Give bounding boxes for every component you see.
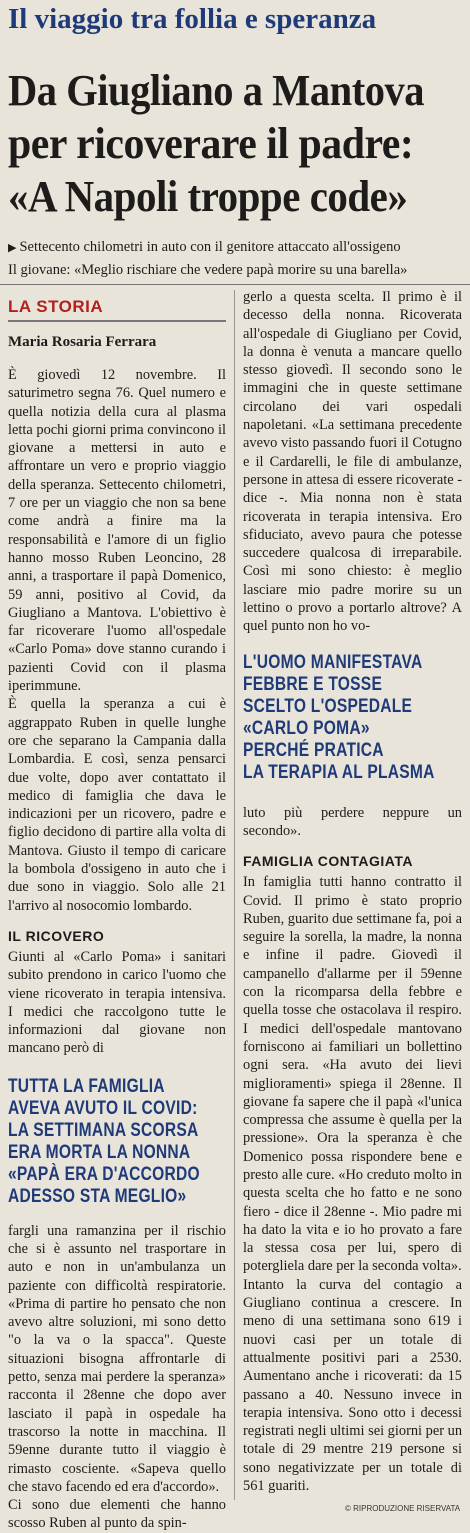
byline: Maria Rosaria Ferrara	[8, 334, 157, 350]
summary-line-2: Il giovane: «Meglio rischiare che vedere papà morire su una barella»	[8, 262, 408, 278]
pull-quote-line: LA TERAPIA AL PLASMA	[243, 761, 435, 783]
arrow-icon: ▶	[8, 242, 17, 254]
pull-quote-line: SCELTO L'OSPEDALE	[243, 695, 413, 717]
headline	[8, 64, 468, 223]
summary-text-1: Settecento chilometri in auto con il genitore attaccato all'ossigeno	[19, 239, 401, 255]
pull-quote-line: PERCHÉ PRATICA	[243, 739, 384, 761]
pull-quote-line: FEBBRE E TOSSE	[243, 673, 383, 695]
left-paragraph-5: Ci sono due elementi che hanno scosso Ruben al punto da spin-	[8, 1497, 226, 1532]
left-paragraph-4: fargli una ramanzina per il rischio che si è assunto nel trasportare in auto e non in un'ambulanza un paziente con difficoltà respiratorie. «Prima di partire ho pensato che non avevo altre soluzioni, mi sono detto "o la va o la spacca". Queste situazioni bisogna affrontarle di petto, senza mai perdere la speranza» racconta il 28enne che dopo aver lasciato il papà in ospedale ha trascorso la notte in macchina. Il 59enne durante tutto il viaggio è rimasto cosciente. «Sapeva quello che stavo facendo ed era d'accordo».	[8, 1222, 226, 1495]
summary-line-1	[8, 236, 470, 259]
right-paragraph-1: gerlo a questa scelta. Il primo è il decesso della nonna. Ricoverata all'ospedale di Giugliano per Covid, la donna è venuta a mancare quello stesso giovedì. Il secondo sono le immagini che in queste settimane circolano dei vari ospedali napoletani. «La settimana precedente avevo visto passando fuori il Cotugno e il Cardarelli, le file di ambulanze, persone in attesa di essere ricoverate - dice -. Mia nonna non è stata ricoverata in terapia intensiva. Ero sfiduciato, avevo paura che potesse succedere qualcosa di irreparabile. Così mi sono chiesto: è meglio lasciare mio padre morire su un lettino o provo a portarlo altrove? A quel punto non ho vo-	[243, 289, 462, 635]
pull-quote-line: ERA MORTA LA NONNA	[8, 1141, 191, 1163]
column-divider	[234, 290, 235, 1500]
section-label-rule	[8, 320, 226, 322]
left-column	[8, 296, 226, 1533]
pull-quote-line: AVEVA AVUTO IL COVID:	[8, 1097, 198, 1119]
left-paragraph-3: Giunti al «Carlo Poma» i sanitari subito prendono in carico l'uomo che viene ricoverato in terapia intensiva. I medici che raccolgono tutte le informazioni dal giovane non mancano però di	[8, 948, 226, 1057]
copyright-credit: © RIPRODUZIONE RISERVATA	[345, 1504, 461, 1513]
pull-quote-line: ADESSO STA MEGLIO»	[8, 1185, 187, 1207]
pull-quote-left	[8, 1076, 226, 1208]
pull-quote-line: «CARLO POMA»	[243, 717, 370, 739]
right-paragraph-2: luto più perdere neppure un secondo».	[243, 804, 462, 839]
subheading-famiglia: FAMIGLIA CONTAGIATA	[243, 853, 413, 870]
pull-quote-line: «PAPÀ ERA D'ACCORDO	[8, 1163, 200, 1185]
pull-quote-line: LA SETTIMANA SCORSA	[8, 1119, 199, 1141]
subheading-ricovero: IL RICOVERO	[8, 927, 105, 944]
pull-quote-right	[243, 652, 462, 784]
right-paragraph-3: In famiglia tutti hanno contratto il Covid. Il primo è stato proprio Ruben, guarito due settimane fa, poi a seguire la sorella, la madre, la nonna e infine il padre. Giovedì il campanello d'allarme per il 59enne con la ricomparsa della febbre e quella tosse che ostacolava il respiro. I medici dell'ospedale mantovano forniscono ai familiari un bollettino ogni sera. «Ha avuto dei lievi miglioramenti» spiega il 28enne. Il giovane fa sapere che il papà «l'unica compressa che assume è quella per la pressione». Ora la speranza è che Domenico possa rispondere bene e presto alle cure. «Ho creduto molto in questa scelta che ho fatto e ne sono fiero - dice il 28enne -. Mio padre mi ha dato la vita e io ho provato a fare la stessa cosa per lui, spero di potergliela dare per la seconda volta».	[243, 874, 462, 1275]
pull-quote-line: TUTTA LA FAMIGLIA	[8, 1075, 165, 1097]
left-paragraph-2: È quella la speranza a cui è aggrappato Ruben in quelle lunghe ore che separano la Campania dalla Lombardia. E così, senza pensarci due volte, dopo aver contattato il medico di famiglia che dava le indicazioni per un ricovero, padre e figlio decidono di partire alla volta di Mantova. Giusto il tempo di caricare la bombola d'ossigeno in auto che i due sono in viaggio. Solo alle 21 l'arrivo al nosocomio lombardo.	[8, 696, 226, 914]
left-paragraph-1: È giovedì 12 novembre. Il saturimetro segna 76. Quel numero e quella notizia della cura al plasma letta pochi giorni prima convincono il giovane a mettersi in auto e affrontare un vero e proprio viaggio della speranza. Settecento chilometri, 7 ore per un viaggio che non sa bene come andrà a finire ma la responsabilità e l'amore di un figlio hanno mosso Ruben Leoncino, 28 anni, a trasportare il papà Domenico, 59 anni, positivo al Covid, da Giugliano a Mantova. L'obiettivo è far ricoverare l'uomo all'ospedale «Carlo Poma» dove stanno curando i pazienti Covid con il plasma iperimmune.	[8, 367, 226, 695]
right-column	[243, 288, 462, 1495]
headline-line-3: «A Napoli troppe code»	[8, 172, 408, 221]
right-paragraph-4: Intanto la curva del contagio a Giugliano continua a crescere. In meno di una settimana sono 619 i nuovi casi per un totale di attualmente positivi pari a 2530. Aumentano anche i ricoverati: da 15 passano a 40. Nessuno invece in terapia intensiva. Sono otto i decessi registrati negli ultimi sei giorni per un totale di 29 mentre 219 persone si sono negativizzate per un totale di 561 guariti.	[243, 1276, 463, 1495]
headline-line-1: Da Giugliano a Mantova	[8, 66, 425, 115]
section-label: LA STORIA	[8, 297, 104, 316]
summary	[8, 236, 470, 281]
headline-line-2: per ricoverare il padre:	[8, 119, 414, 168]
header-divider	[0, 284, 470, 285]
pull-quote-line: L'UOMO MANIFESTAVA	[243, 651, 423, 673]
kicker: Il viaggio tra follia e speranza	[8, 3, 377, 35]
